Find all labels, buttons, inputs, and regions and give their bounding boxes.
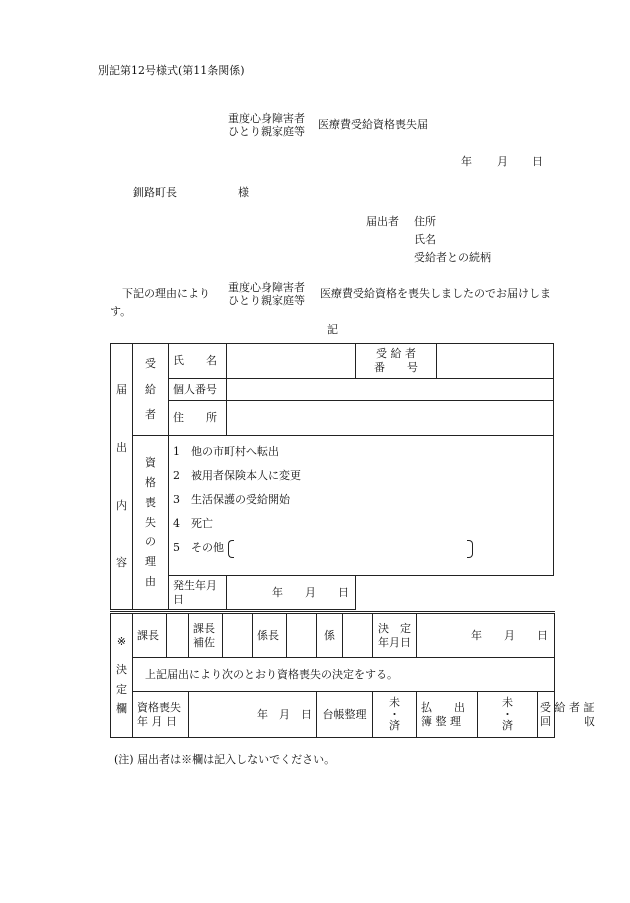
- ledger-label: 台帳整理: [317, 692, 373, 738]
- payment-book-status[interactable]: 未 ・ 済: [478, 692, 538, 738]
- date-day: 日: [532, 155, 543, 168]
- body-suffix: 医療費受給資格を喪失しましたのでお届けしま: [320, 287, 551, 300]
- name-field[interactable]: [227, 344, 356, 379]
- notifier-address-label: 住所: [414, 215, 436, 228]
- card-collection-label: 受 給 者 証 回 収: [538, 692, 555, 738]
- assistant-chief-label: 課長 補佐: [189, 613, 223, 658]
- notification-table: [110, 343, 554, 610]
- body-line2: ひとり親家庭等: [228, 294, 305, 307]
- notifier-name-label: 氏名: [414, 233, 436, 246]
- personal-no-field[interactable]: [227, 379, 554, 401]
- decision-date-label: 決 定 年月日: [373, 613, 417, 658]
- beneficiary-label: 受 給 者: [133, 344, 169, 436]
- other-reason-field[interactable]: [228, 540, 473, 556]
- form-number: 別記第12号様式(第11条関係): [98, 64, 245, 77]
- decision-date[interactable]: 年 月 日: [417, 613, 555, 658]
- name-label: 氏 名: [169, 344, 227, 379]
- decision-statement: 上記届出により次のとおり資格喪失の決定をする。: [133, 658, 555, 692]
- section-label: 届 出 内 容: [111, 344, 133, 610]
- footnote: (注) 届出者は※欄は記入しないでください。: [114, 753, 336, 766]
- payment-book-label: 払 出 簿 整 理: [417, 692, 478, 738]
- decision-table: [110, 611, 595, 738]
- body-wrap: す。: [110, 305, 132, 318]
- body-prefix: 下記の理由により: [122, 287, 210, 300]
- ledger-status[interactable]: 未 ・ 済: [373, 692, 417, 738]
- beneficiary-no-label: 受 給 者 番 号: [356, 344, 437, 379]
- title-line1: 重度心身障害者: [228, 112, 305, 125]
- decision-label: ※ 決 定 欄: [111, 613, 133, 738]
- notifier-relation-label: 受給者との続柄: [414, 251, 491, 264]
- title-stack: [228, 112, 305, 138]
- address-label: 住 所: [169, 401, 227, 436]
- subsection-chief-label: 係長: [253, 613, 287, 658]
- address-field[interactable]: [227, 401, 554, 436]
- section-chief-stamp[interactable]: [167, 613, 189, 658]
- section-chief-label: 課長: [133, 613, 167, 658]
- loss-date[interactable]: 年 月 日: [189, 692, 317, 738]
- ki-label: 記: [327, 323, 338, 336]
- body-line1: 重度心身障害者: [228, 281, 305, 294]
- personal-no-label: 個人番号: [169, 379, 227, 401]
- body-stack: [228, 281, 305, 307]
- staff-label: 係: [317, 613, 343, 658]
- form-title: 医療費受給資格喪失届: [318, 118, 428, 131]
- reason-options: [169, 436, 554, 576]
- reason-label: 資 格 喪 失 の 理 由: [133, 436, 169, 610]
- subsection-chief-stamp[interactable]: [287, 613, 317, 658]
- loss-date-label: 資格喪失 年 月 日: [133, 692, 189, 738]
- recipient-name: 釧路町長: [133, 186, 177, 199]
- notifier-label: 届出者: [366, 215, 399, 228]
- reason-option-1[interactable]: 1 他の市町村へ転出: [173, 445, 279, 458]
- assistant-chief-stamp[interactable]: [223, 613, 253, 658]
- reason-option-4[interactable]: 4 死亡: [173, 517, 213, 530]
- recipient-honorific: 様: [238, 186, 249, 199]
- staff-stamp[interactable]: [343, 613, 373, 658]
- title-line2: ひとり親家庭等: [228, 125, 305, 138]
- reason-option-2[interactable]: 2 被用者保険本人に変更: [173, 469, 301, 482]
- occurrence-date[interactable]: 年 月 日: [227, 576, 356, 610]
- blank-cell: [356, 576, 554, 610]
- reason-option-5-row: [173, 536, 549, 560]
- reason-option-5[interactable]: 5 その他: [173, 541, 224, 554]
- beneficiary-no-field[interactable]: [437, 344, 554, 379]
- reason-option-3[interactable]: 3 生活保護の受給開始: [173, 493, 290, 506]
- date-year: 年: [461, 155, 472, 168]
- date-month: 月: [497, 155, 508, 168]
- occurrence-label: 発生年月日: [169, 576, 227, 610]
